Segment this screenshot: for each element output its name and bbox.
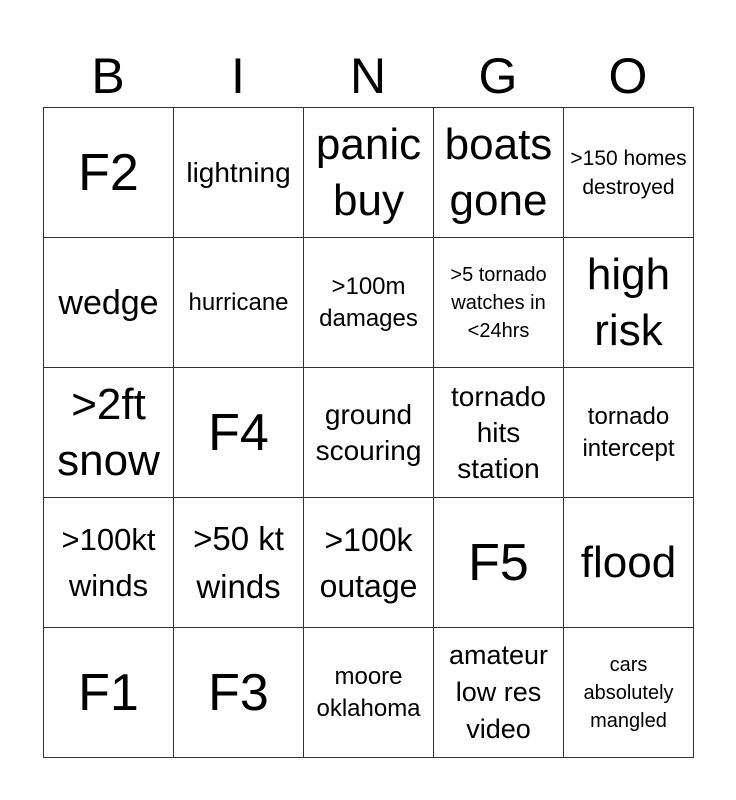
bingo-board xyxy=(43,107,694,758)
bingo-cell[interactable] xyxy=(434,108,564,238)
bingo-cell[interactable] xyxy=(434,238,564,368)
cell-text: >150 homes destroyed xyxy=(570,146,687,199)
header-letter-o: O xyxy=(608,48,648,104)
bingo-cell[interactable] xyxy=(44,108,174,238)
cell-text: F3 xyxy=(208,663,269,722)
bingo-cell[interactable] xyxy=(304,368,434,498)
bingo-cell[interactable] xyxy=(174,368,304,498)
header-letter-i: I xyxy=(231,48,245,104)
bingo-cell[interactable] xyxy=(304,108,434,238)
header-letter-b: B xyxy=(91,48,125,104)
bingo-cell[interactable] xyxy=(174,238,304,368)
header-letter-g: G xyxy=(478,48,518,104)
bingo-cell[interactable] xyxy=(174,108,304,238)
bingo-cell[interactable] xyxy=(564,498,694,628)
cell-text: F5 xyxy=(468,533,529,592)
bingo-cell[interactable] xyxy=(564,368,694,498)
cell-text: tornado hits station xyxy=(451,380,546,484)
cell-text: hurricane xyxy=(188,288,289,316)
header-letter-n: N xyxy=(349,48,387,104)
cell-text: high risk xyxy=(586,249,671,355)
bingo-cell[interactable] xyxy=(304,238,434,368)
cell-text: lightning xyxy=(186,156,291,188)
bingo-cell[interactable] xyxy=(44,628,174,758)
bingo-cell[interactable] xyxy=(304,498,434,628)
cell-text: boats gone xyxy=(444,119,553,225)
bingo-cell[interactable] xyxy=(434,368,564,498)
cell-text: cars absolutely mangled xyxy=(583,653,674,732)
cell-text: panic buy xyxy=(315,119,422,225)
bingo-cell[interactable] xyxy=(304,628,434,758)
cell-text: >100m damages xyxy=(319,272,418,332)
cell-text: F2 xyxy=(78,143,139,202)
cell-text: wedge xyxy=(58,283,159,322)
bingo-cell[interactable] xyxy=(174,498,304,628)
bingo-cell[interactable] xyxy=(564,628,694,758)
bingo-cell[interactable] xyxy=(44,498,174,628)
cell-text: F1 xyxy=(78,663,139,722)
bingo-cell[interactable] xyxy=(564,238,694,368)
cell-text: F4 xyxy=(208,403,269,462)
bingo-cell[interactable] xyxy=(44,368,174,498)
bingo-cell[interactable] xyxy=(564,108,694,238)
cell-text: amateur low res video xyxy=(448,640,549,744)
cell-text: >100kt winds xyxy=(61,521,156,603)
cell-text: tornado intercept xyxy=(582,402,675,462)
cell-text: >100k outage xyxy=(319,521,418,604)
cell-text: >50 kt winds xyxy=(193,519,284,605)
bingo-header xyxy=(43,46,693,106)
bingo-cell[interactable] xyxy=(44,238,174,368)
cell-text: >5 tornado watches in <24hrs xyxy=(450,263,547,342)
cell-text: flood xyxy=(580,537,677,587)
bingo-cell[interactable] xyxy=(434,498,564,628)
cell-text: moore oklahoma xyxy=(316,662,421,722)
cell-text: >2ft snow xyxy=(57,379,160,485)
bingo-cell[interactable] xyxy=(174,628,304,758)
bingo-cell[interactable] xyxy=(434,628,564,758)
cell-text: ground scouring xyxy=(315,398,422,466)
